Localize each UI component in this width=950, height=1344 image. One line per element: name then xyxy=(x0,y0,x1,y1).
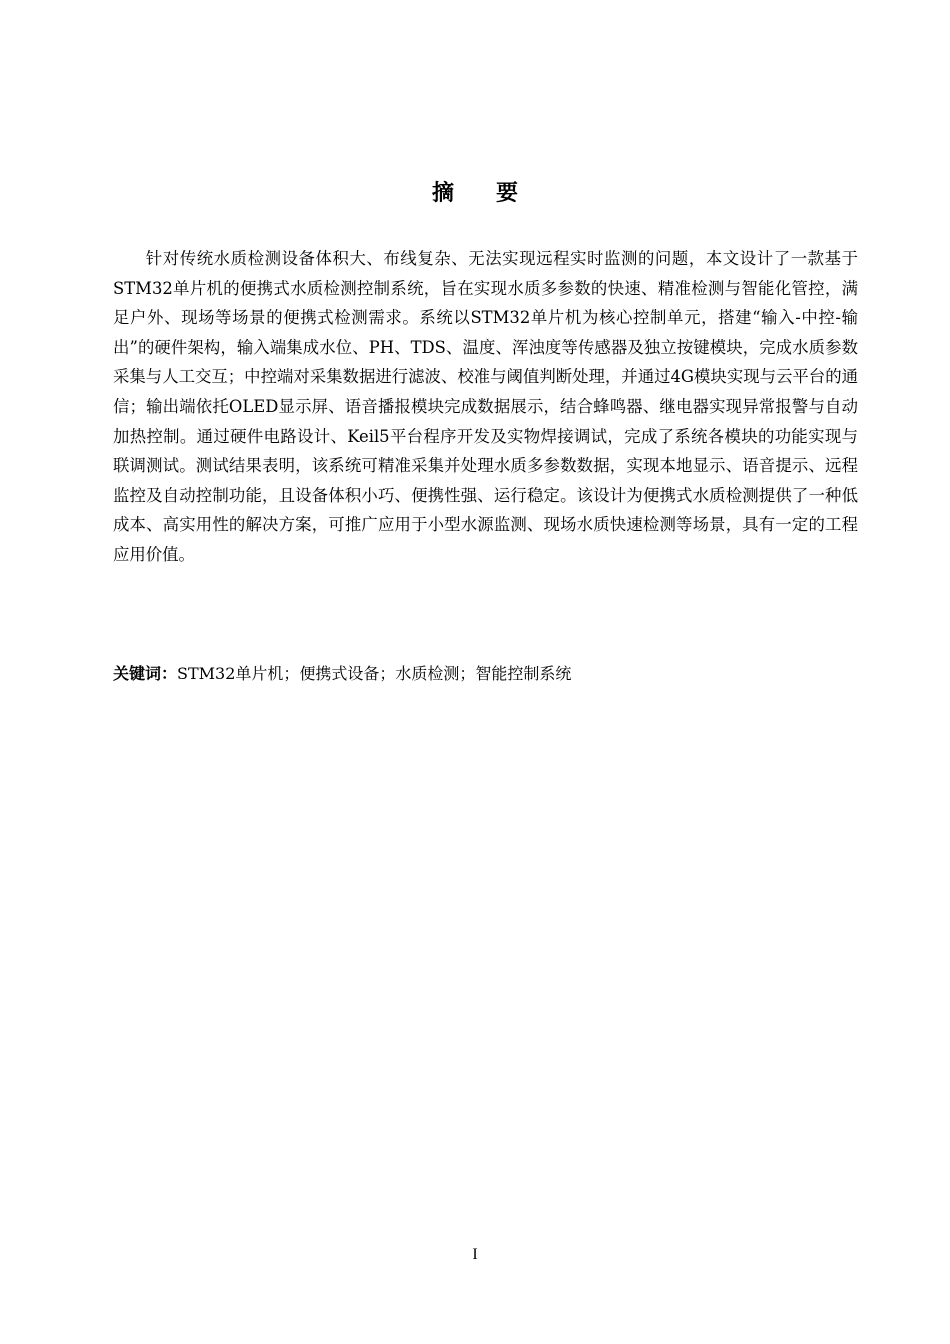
abstract-title xyxy=(0,178,950,210)
keywords-label: 关键词： xyxy=(113,664,178,683)
abstract-body: 针对传统水质检测设备体积大、布线复杂、无法实现远程实时监测的问题，本文设计了一款基于STM32单片机的便携式水质检测控制系统，旨在实现水质多参数的快速、精准检测与智能化管控，满足户外、现场等场景的便携式检测需求。系统以STM32单片机为核心控制单元，搭建“输入-中控-输出”的硬件架构，输入端集成水位、PH、TDS、温度、浑浊度等传感器及独立按键模块，完成水质参数采集与人工交互；中控端对采集数据进行滤波、校准与阈值判断处理，并通过4G模块实现与云平台的通信；输出端依托OLED显示屏、语音播报模块完成数据展示，结合蜂鸣器、继电器实现异常报警与自动加热控制。通过硬件电路设计、Keil5平台程序开发及实物焊接调试，完成了系统各模块的功能实现与联调测试。测试结果表明，该系统可精准采集并处理水质多参数数据，实现本地显示、语音提示、远程监控及自动控制功能，且设备体积小巧、便携性强、运行稳定。该设计为便携式水质检测提供了一种低成本、高实用性的解决方案，可推广应用于小型水源监测、现场水质快速检测等场景，具有一定的工程应用价值。 xyxy=(113,249,858,564)
abstract-title-char-1: 摘 xyxy=(431,181,454,206)
keywords-value: STM32单片机；便携式设备；水质检测；智能控制系统 xyxy=(177,664,572,683)
page-number: I xyxy=(472,1246,478,1263)
abstract-title-char-2: 要 xyxy=(496,181,519,206)
keywords-line xyxy=(113,660,858,688)
